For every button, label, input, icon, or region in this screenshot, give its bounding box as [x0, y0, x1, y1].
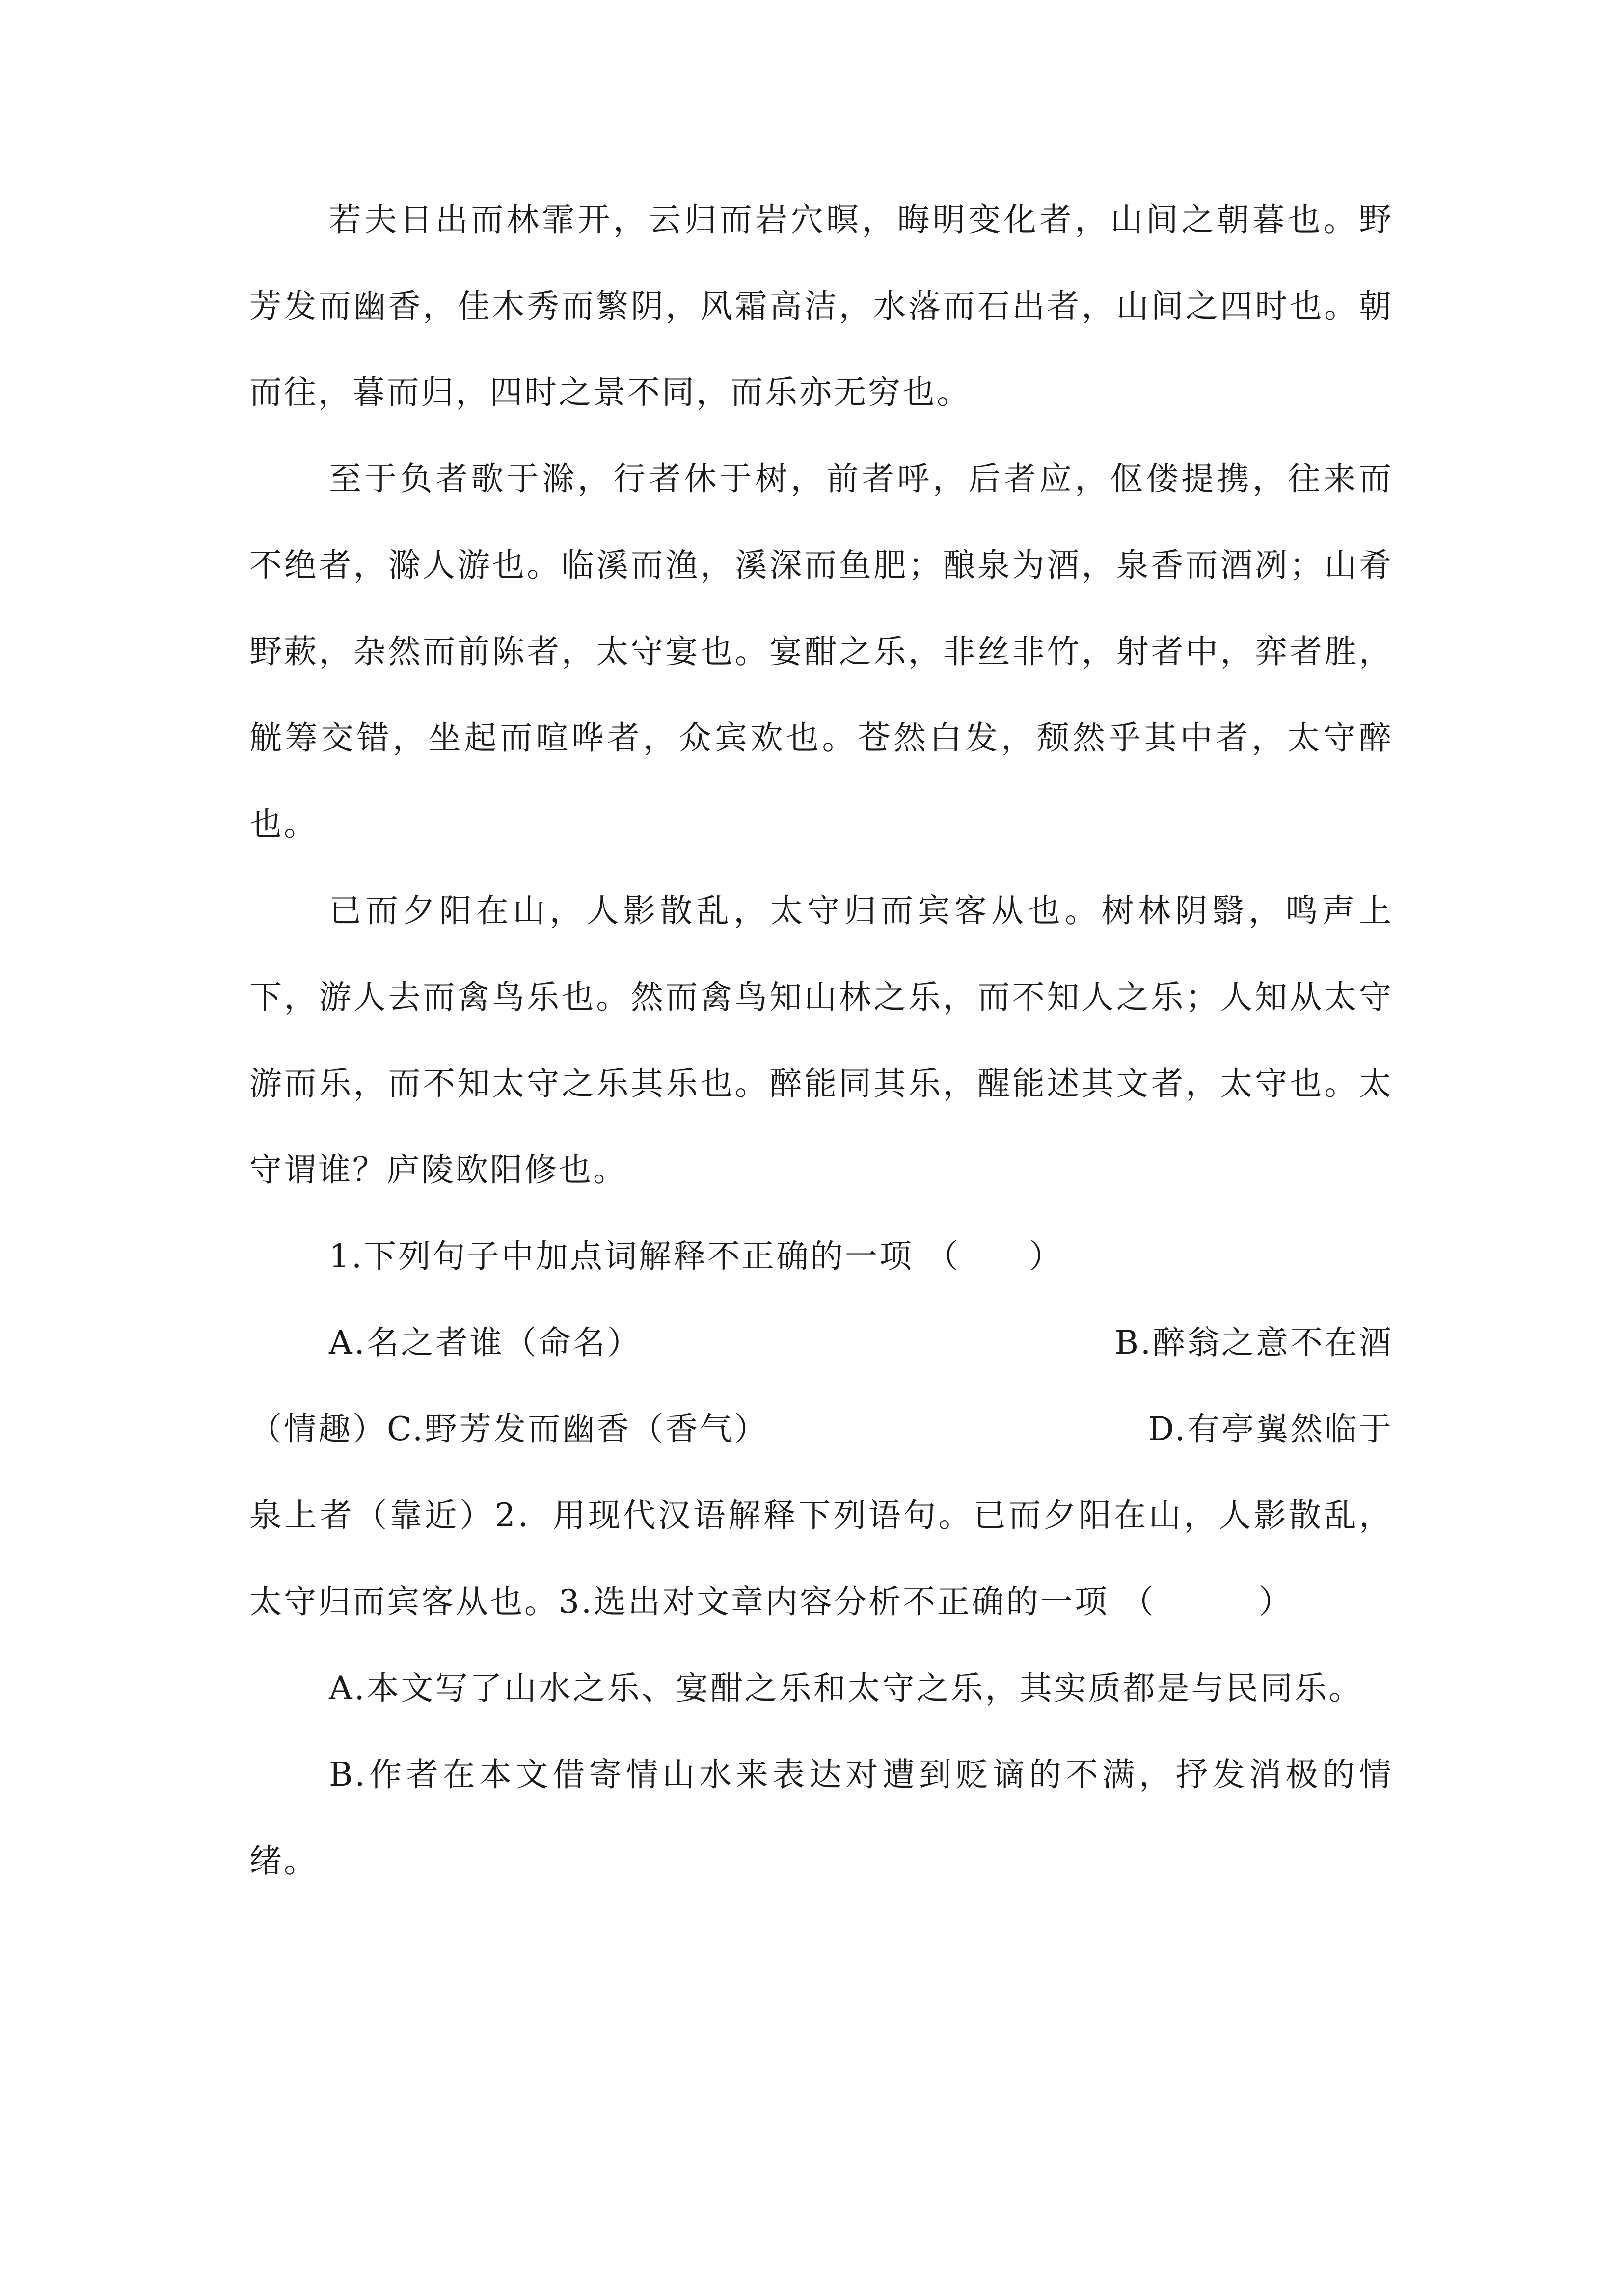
document-body [249, 177, 1393, 1904]
question-1-option-a: A.名之者谁（命名） [329, 1324, 642, 1362]
paragraph-1: 若夫日出而林霏开，云归而岩穴暝，晦明变化者，山间之朝暮也。野芳发而幽香，佳木秀而繁阴，风霜高洁，水落而石出者，山间之四时也。朝而往，暮而归，四时之景不同，而乐亦无穷也。 [249, 201, 1393, 411]
paragraph-3: 已而夕阳在山，人影散乱，太守归而宾客从也。树林阴翳，鸣声上下，游人去而禽鸟乐也。然而禽鸟知山林之乐，而不知人之乐；人知从太守游而乐，而不知太守之乐其乐也。醉能同其乐，醒能述其文者，太守也。太守谓谁？庐陵欧阳修也。 [249, 892, 1393, 1189]
question-2-and-3-text: 泉上者（靠近）2．用现代汉语解释下列语句。已而夕阳在山，人影散乱，太守归而宾客从也。3.选出对文章内容分析不正确的一项 （ ） [249, 1496, 1393, 1621]
paragraph-2: 至于负者歌于滁，行者休于树，前者呼，后者应，伛偻提携，往来而不绝者，滁人游也。临溪而渔，溪深而鱼肥；酿泉为酒，泉香而酒冽；山肴野蔌，杂然而前陈者，太守宴也。宴酣之乐，非丝非竹，射者中，弈者胜，觥筹交错，坐起而喧哗者，众宾欢也。苍然白发，颓然乎其中者，太守醉也。 [249, 460, 1393, 843]
question-3-option-a: A.本文写了山水之乐、宴酣之乐和太守之乐，其实质都是与民同乐。 [329, 1669, 1363, 1707]
question-1-option-d: D.有亭翼然临于 [1148, 1410, 1393, 1448]
question-1-option-c: （情趣）C.野芳发而幽香（香气） [249, 1410, 769, 1448]
question-1-option-b: B.醉翁之意不在酒 [1114, 1324, 1393, 1362]
question-3-option-b: B.作者在本文借寄情山水来表达对遭到贬谪的不满，抒发消极的情绪。 [249, 1756, 1393, 1880]
question-1-options-row-2 [249, 1386, 1393, 1472]
question-1-options-row [249, 1300, 1393, 1386]
question-1-stem: 1.下列句子中加点词解释不正确的一项 （ ） [329, 1237, 1063, 1275]
